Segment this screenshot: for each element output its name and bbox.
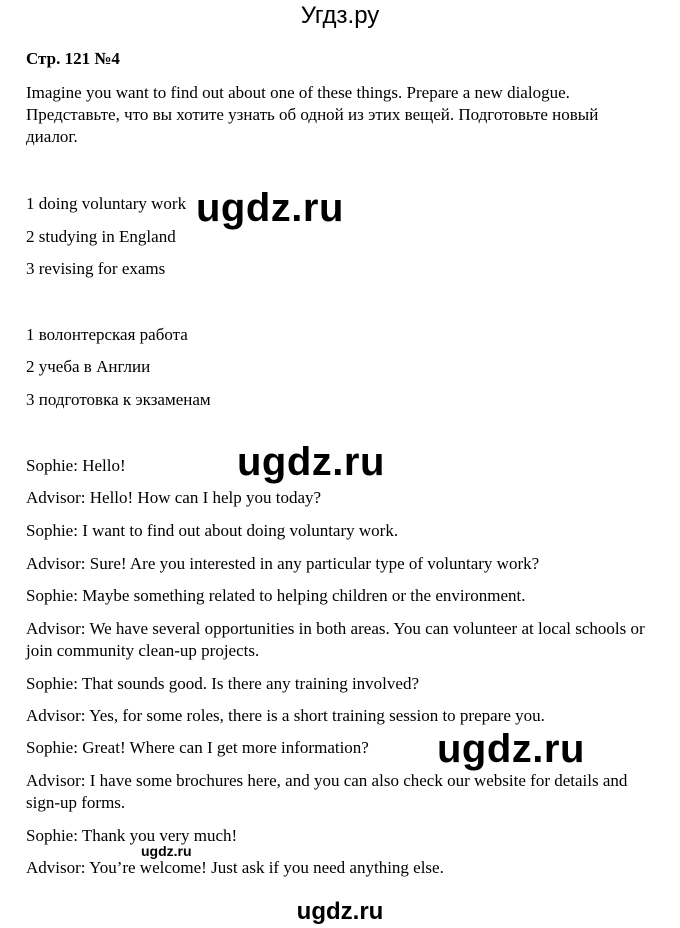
dialogue-line-10: Advisor: I have some brochures here, and you can also check our website for details and sign-up forms. xyxy=(26,771,628,812)
exercise-label: Стр. 121 №4 xyxy=(26,49,120,68)
option-en-3: 3 revising for exams xyxy=(26,259,166,278)
watermark-small: ugdz.ru xyxy=(141,843,192,859)
watermark-large-2: ugdz.ru xyxy=(237,440,385,484)
watermark-large-1: ugdz.ru xyxy=(196,186,344,230)
option-en-2: 2 studying in England xyxy=(26,227,176,246)
dialogue-line-5: Sophie: Maybe something related to helping children or the environment. xyxy=(26,586,526,605)
instruction-russian: Представьте, что вы хотите узнать об одной из этих вещей. Подготовьте новый диалог. xyxy=(26,105,599,146)
dialogue-line-8: Advisor: Yes, for some roles, there is a short training session to prepare you. xyxy=(26,706,545,725)
dialogue-line-11: Sophie: Thank you very much! xyxy=(26,826,238,845)
dialogue-line-6: Advisor: We have several opportunities in both areas. You can volunteer at local schools or join community clean-up projects. xyxy=(26,619,645,660)
option-ru-3: 3 подготовка к экзаменам xyxy=(26,390,211,409)
footer-watermark: ugdz.ru xyxy=(296,898,384,925)
dialogue-line-2: Advisor: Hello! How can I help you today? xyxy=(26,488,322,507)
instruction-english: Imagine you want to find out about one of these things. Prepare a new dialogue. xyxy=(26,83,570,102)
dialogue-line-1: Sophie: Hello! xyxy=(26,456,126,475)
dialogue-line-12: Advisor: You’re welcome! Just ask if you need anything else. xyxy=(26,858,444,877)
instruction-block xyxy=(26,82,646,148)
dialogue-line-4: Advisor: Sure! Are you interested in any particular type of voluntary work? xyxy=(26,554,540,573)
dialogue-line-7: Sophie: That sounds good. Is there any training involved? xyxy=(26,674,419,693)
dialogue-line-3: Sophie: I want to find out about doing voluntary work. xyxy=(26,521,399,540)
watermark-large-3: ugdz.ru xyxy=(437,727,585,771)
option-en-1: 1 doing voluntary work xyxy=(26,194,187,213)
option-ru-1: 1 волонтерская работа xyxy=(26,325,188,344)
dialogue-line-9: Sophie: Great! Where can I get more information? xyxy=(26,738,369,757)
site-title: Угдз.ру xyxy=(300,2,380,29)
option-ru-2: 2 учеба в Англии xyxy=(26,357,151,376)
